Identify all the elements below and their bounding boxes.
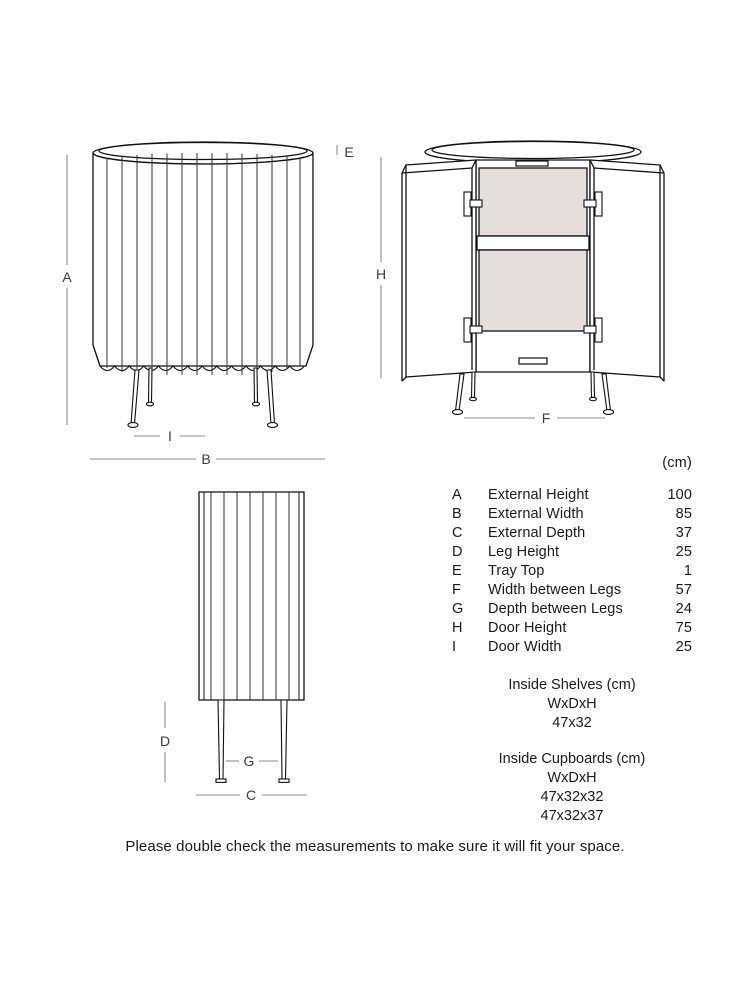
dimension-b — [90, 451, 325, 467]
spec-label: External Depth — [488, 525, 586, 541]
dimension-a — [62, 155, 72, 425]
spec-value: 1 — [683, 563, 692, 579]
table-row — [452, 601, 692, 620]
spec-value: 75 — [675, 620, 692, 636]
bottom-scallop-edge — [100, 366, 304, 371]
unit-header: (cm) — [662, 455, 692, 471]
drawing-side-view — [160, 492, 307, 803]
inside-cupboards-title: Inside Cupboards (cm) — [498, 751, 646, 767]
cabinet-body-closed — [93, 153, 313, 366]
inside-shelves-value: 47x32 — [552, 715, 592, 731]
dimension-f — [464, 410, 605, 426]
spec-key: E — [452, 563, 462, 579]
side-body — [199, 492, 304, 700]
footer-note: Please double check the measurements to make sure it will fit your space. — [125, 838, 625, 855]
spec-key: D — [452, 544, 463, 560]
inside-cupboards-axes: WxDxH — [547, 770, 597, 786]
dimension-label-h: H — [375, 266, 387, 282]
dimension-h — [376, 157, 386, 378]
spec-label: Depth between Legs — [488, 601, 623, 617]
spec-label: External Height — [488, 487, 589, 503]
spec-key: A — [452, 487, 462, 503]
inside-cupboards-value: 47x32x32 — [540, 789, 604, 805]
dimension-label-f: F — [541, 410, 551, 426]
interior-lower-compartment — [479, 250, 587, 331]
dimension-label-e: E — [344, 144, 354, 160]
specification-table — [452, 487, 692, 658]
table-row — [452, 563, 692, 582]
spec-key: H — [452, 620, 463, 636]
interior-shelf — [477, 236, 589, 250]
inside-shelves-block — [452, 676, 692, 733]
legs-side-view — [216, 700, 289, 782]
dimension-i — [134, 428, 205, 444]
dimension-label-a: A — [62, 269, 72, 285]
spec-label: Door Height — [488, 620, 567, 636]
interior-upper-compartment — [479, 168, 587, 236]
legs-front-view — [128, 368, 278, 427]
spec-value: 57 — [675, 582, 692, 598]
table-row — [452, 506, 692, 525]
spec-key: C — [452, 525, 463, 541]
spec-value: 37 — [675, 525, 692, 541]
inside-cupboards-block — [452, 750, 692, 826]
legs-open-view — [453, 372, 614, 414]
spec-value: 24 — [675, 601, 692, 617]
spec-value: 85 — [675, 506, 692, 522]
spec-label: Tray Top — [488, 563, 545, 579]
dimension-label-c: C — [245, 787, 257, 803]
bottom-handle-notch — [519, 358, 547, 364]
dimension-d — [160, 702, 170, 782]
dimension-label-g: G — [243, 753, 255, 769]
dimension-c — [196, 787, 307, 803]
spec-key: G — [452, 601, 464, 617]
table-row — [452, 525, 692, 544]
inside-cupboards-value: 47x32x37 — [540, 808, 604, 824]
spec-key: I — [452, 639, 457, 655]
spec-key: B — [452, 506, 462, 522]
dimension-label-b: B — [201, 451, 211, 467]
spec-value: 100 — [667, 487, 692, 503]
dimension-label-i: I — [168, 428, 172, 444]
table-row — [452, 582, 692, 601]
inside-shelves-axes: WxDxH — [547, 696, 597, 712]
dimension-g — [226, 753, 278, 769]
spec-value: 25 — [675, 639, 692, 655]
spec-label: External Width — [488, 506, 584, 522]
table-row — [452, 620, 692, 639]
dimension-e — [337, 144, 354, 160]
drawing-front-open — [376, 141, 664, 426]
table-row — [452, 544, 692, 563]
spec-value: 25 — [675, 544, 692, 560]
table-row — [452, 487, 692, 506]
dimension-label-d: D — [159, 733, 171, 749]
drawing-front-closed — [62, 142, 353, 467]
inside-shelves-title: Inside Shelves (cm) — [508, 677, 636, 693]
spec-key: F — [452, 582, 461, 598]
spec-label: Width between Legs — [488, 582, 622, 598]
spec-label: Door Width — [488, 639, 562, 655]
top-handle-notch — [516, 161, 548, 166]
spec-label: Leg Height — [488, 544, 560, 560]
table-row — [452, 639, 692, 658]
